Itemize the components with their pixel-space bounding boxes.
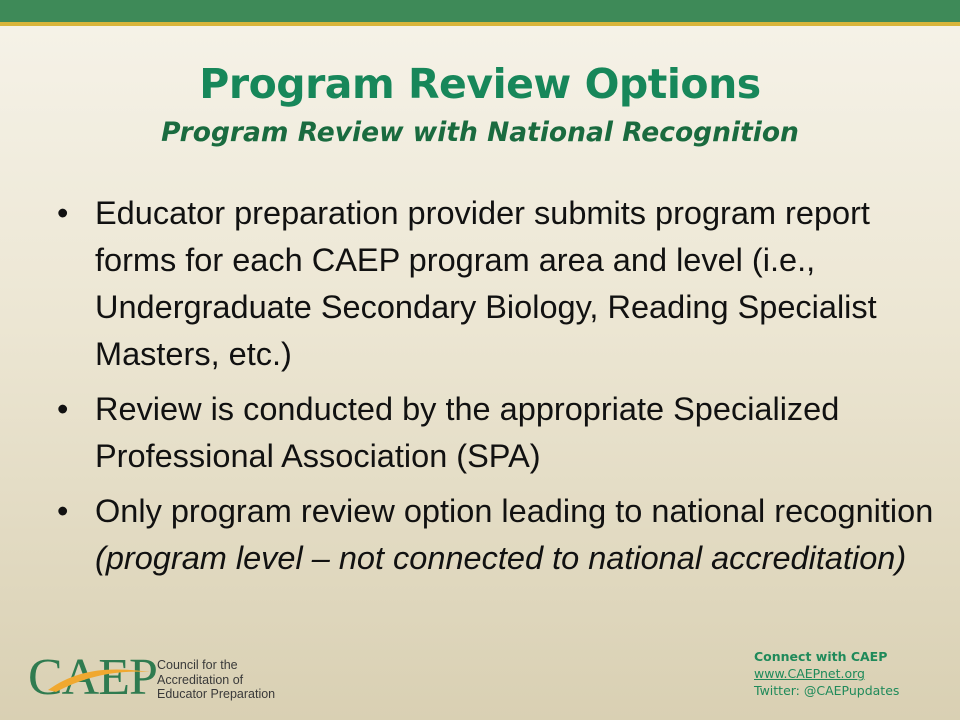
- bullet-italic-text: (program level – not connected to national accreditation): [95, 540, 907, 576]
- bullet-item: [55, 386, 935, 480]
- caep-logo: [28, 649, 288, 706]
- bullet-dot-icon: •: [57, 493, 69, 529]
- top-color-band: [0, 0, 960, 22]
- connect-block: [754, 648, 899, 699]
- connect-title: Connect with CAEP: [754, 649, 888, 664]
- website-link[interactable]: www.CAEPnet.org: [754, 666, 865, 681]
- top-gold-rule: [0, 22, 960, 26]
- bullet-item: [55, 190, 935, 378]
- bullet-text: Only program review option leading to national recognition: [95, 493, 934, 529]
- bullet-dot-icon: •: [57, 391, 69, 427]
- bullet-item: [55, 488, 935, 582]
- logo-tagline-line: Accreditation of: [157, 672, 244, 687]
- slide-subtitle: Program Review with National Recognition: [161, 117, 799, 148]
- bullet-text: Review is conducted by the appropriate Specialized Professional Association (SPA): [95, 391, 840, 474]
- logo-swoosh-icon: [46, 660, 156, 696]
- bullet-text: Educator preparation provider submits program report forms for each CAEP program area and level (i.e., Undergraduate Secondary Biology, Reading Specialist Masters, etc.): [95, 195, 877, 372]
- slide-title: Program Review Options: [199, 60, 761, 108]
- logo-wordmark: CAEP: [28, 649, 157, 706]
- bullet-dot-icon: •: [57, 195, 69, 231]
- bullet-list: [55, 190, 935, 590]
- logo-tagline: [157, 658, 275, 702]
- twitter-handle[interactable]: Twitter: @CAEPupdates: [754, 683, 900, 698]
- logo-tagline-line: Council for the: [157, 658, 238, 672]
- logo-tagline-line: Educator Preparation: [157, 687, 276, 701]
